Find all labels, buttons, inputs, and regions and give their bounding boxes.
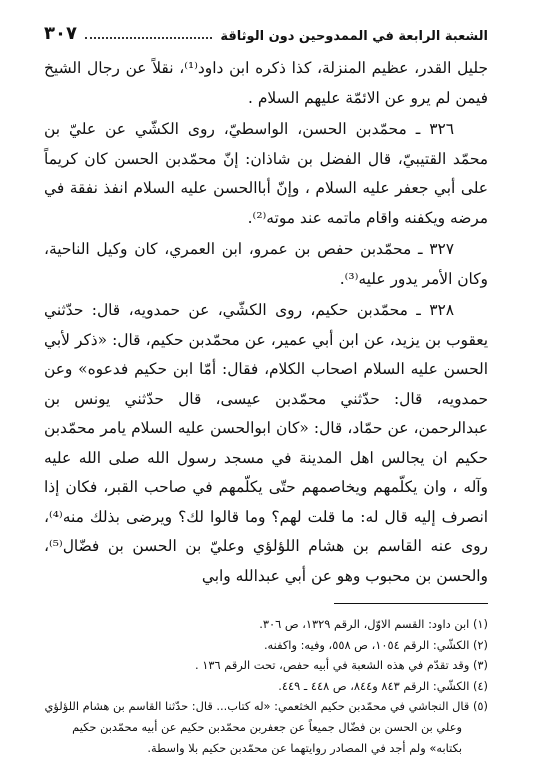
footnote-1: (١) ابن داود: القسم الاوّل، الرقم ١٣٢٩، ص ٣٠٦. xyxy=(259,617,488,631)
footnote-4: (٤) الكشّي: الرقم ٨٤٣ و٨٤٤، ص ٤٤٨ ـ ٤٤٩. xyxy=(278,678,488,693)
paragraph-continuation: جليل القدر، عظيم المنزلة، كذا ذكره ابن داود⁽¹⁾، نقلاً عن رجال الشيخ فيمن لم يرو عن الائمّة عليهم السلام . xyxy=(44,59,488,107)
footnote-3: (٣) وقد تقدّم في هذه الشعبة في أبيه حفص، تحت الرقم ١٣٦ . xyxy=(195,658,488,673)
page-number: ٣٠٧ xyxy=(44,23,77,44)
running-title: الشعبة الرابعة في الممدوحين دون الوثاقة xyxy=(220,29,488,44)
main-text xyxy=(44,54,488,591)
entry-326: ٣٢٦ ـ محمّدبن الحسن، الواسطيّ، روى الكشّي عن عليّ بن محمّد القتيبيّ، قال الفضل بن شاذان: إنّ محمّدبن الحسن كان كريماً على أبي جعفر عليه السلام ، وإنّ أباالحسن عليه السلام انفذ نفقة في مرضه ويكفنه واقام ماتمه عند موته⁽²⁾. xyxy=(44,120,488,227)
footnote-2: (٢) الكشّي: الرقم ١٠٥٤، ص ٥٥٨، وفيه: واكفنه. xyxy=(263,637,488,652)
footnote-separator xyxy=(334,603,488,604)
page-header xyxy=(44,18,488,44)
footnote-5-line-3: بكتابه» ولم أجد في المصادر روايتهما عن محمّدبن حكيم بلا واسطة. xyxy=(147,740,462,755)
entry-328: ٣٢٨ ـ محمّدبن حكيم، روى الكشّي، عن حمدويه، قال: حدّثني يعقوب بن يزيد، عن ابن أبي عمير، عن محمّدبن حكيم، قال: «ذكر لأبي الحسن عليه السلام اصحاب الكلام، فقال: أمّا ابن حكيم فدعوه» وعن حمدويه، قال: حدّثني محمّدبن عيسى، قال حدّثني يونس بن عبدالرحمن، عن حمّاد، قال: «كان ابوالحسن عليه السلام يامر محمّدبن حكيم ان يجالس اهل المدينة في مسجد رسول الله صلى الله عليه وآله ، وان يكلّمهم ويخاصمهم حتّى يكلّمهم في صاحب القبر، فكان إذا انصرف إليه قال له: ما قلت لهم؟ وما قالوا لك؟ ويرضى بذلك منه⁽⁴⁾، روى عنه القاسم بن هشام اللؤلؤي وعليّ بن الحسن بن فضّال⁽⁵⁾، والحسن بن محبوب وهو عن أبي عبدالله وابي xyxy=(44,301,488,585)
footnotes xyxy=(44,614,488,758)
footnote-5: (٥) قال النجاشي في محمّدبن حكيم الخثعمي: «له كتاب... قال: حدّثنا القاسم بن هشام اللؤلؤي xyxy=(44,699,488,714)
entry-327: ٣٢٧ ـ محمّدبن حفص بن عمرو، ابن العمري، كان وكيل الناحية، وكان الأمر يدور عليه⁽³⁾. xyxy=(44,240,488,288)
header-dotted-leader xyxy=(85,37,212,39)
footnote-5-line-2: وعلي بن الحسن بن فضّال جميعاً عن جعفربن محمّدبن حكيم عن أبيه محمّدبن حكيم xyxy=(72,719,462,734)
